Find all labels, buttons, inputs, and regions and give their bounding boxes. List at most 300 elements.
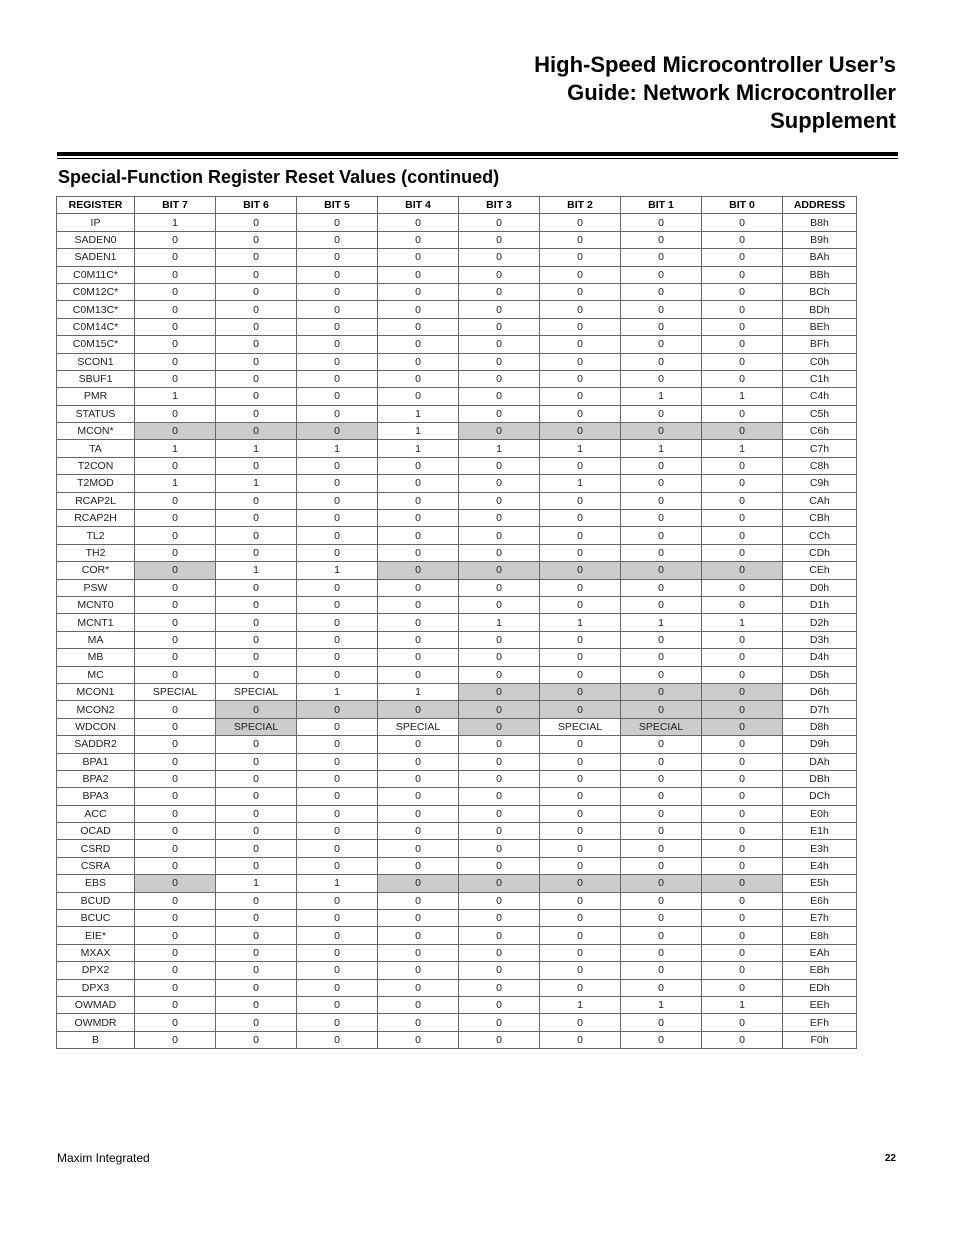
column-header-bit2: BIT 2 <box>540 197 621 214</box>
cell-bit2-value: 0 <box>540 666 621 683</box>
cell-bit7-value: 0 <box>135 910 216 927</box>
cell-address-value: BEh <box>783 318 857 335</box>
cell-bit1-value: 0 <box>621 249 702 266</box>
cell-bit7-value: SPECIAL <box>135 683 216 700</box>
cell-register-name: BPA2 <box>57 770 135 787</box>
cell-bit2-value: 0 <box>540 1014 621 1031</box>
cell-bit7-value: 0 <box>135 840 216 857</box>
cell-bit0-value: 0 <box>702 510 783 527</box>
cell-bit5-value: 0 <box>297 753 378 770</box>
table-row <box>57 318 857 335</box>
cell-bit0-value: 0 <box>702 579 783 596</box>
cell-bit0-value: 0 <box>702 736 783 753</box>
table-row <box>57 823 857 840</box>
cell-bit5-value: 0 <box>297 962 378 979</box>
table-row <box>57 1031 857 1048</box>
cell-bit2-value: 0 <box>540 753 621 770</box>
cell-bit2-value: 0 <box>540 962 621 979</box>
cell-register-name: C0M14C* <box>57 318 135 335</box>
document-title-line-1: High-Speed Microcontroller User’s <box>534 52 896 77</box>
cell-bit6-value: 1 <box>216 875 297 892</box>
table-row <box>57 788 857 805</box>
cell-register-name: PSW <box>57 579 135 596</box>
cell-bit4-value: 0 <box>378 805 459 822</box>
cell-bit5-value: 0 <box>297 927 378 944</box>
cell-bit7-value: 0 <box>135 301 216 318</box>
cell-address-value: EDh <box>783 979 857 996</box>
cell-bit2-value: 0 <box>540 457 621 474</box>
cell-bit2-value: 0 <box>540 405 621 422</box>
cell-bit2-value: 0 <box>540 231 621 248</box>
cell-register-name: IP <box>57 214 135 231</box>
cell-address-value: BFh <box>783 336 857 353</box>
cell-address-value: C8h <box>783 457 857 474</box>
cell-bit4-value: 0 <box>378 892 459 909</box>
cell-bit2-value: 0 <box>540 336 621 353</box>
cell-bit0-value: 0 <box>702 718 783 735</box>
cell-address-value: D1h <box>783 596 857 613</box>
cell-bit5-value: 0 <box>297 840 378 857</box>
cell-bit7-value: 0 <box>135 823 216 840</box>
cell-bit7-value: 0 <box>135 527 216 544</box>
cell-bit0-value: 0 <box>702 840 783 857</box>
column-header-bit5: BIT 5 <box>297 197 378 214</box>
cell-bit0-value: 0 <box>702 353 783 370</box>
cell-bit7-value: 0 <box>135 492 216 509</box>
cell-bit1-value: 0 <box>621 892 702 909</box>
cell-register-name: SADDR2 <box>57 736 135 753</box>
cell-bit7-value: 0 <box>135 266 216 283</box>
cell-register-name: OCAD <box>57 823 135 840</box>
cell-bit4-value: 0 <box>378 875 459 892</box>
cell-bit7-value: 0 <box>135 649 216 666</box>
cell-bit3-value: 0 <box>459 231 540 248</box>
cell-bit0-value: 0 <box>702 875 783 892</box>
cell-bit5-value: 0 <box>297 1031 378 1048</box>
cell-bit4-value: 0 <box>378 596 459 613</box>
cell-bit7-value: 0 <box>135 788 216 805</box>
cell-bit1-value: 0 <box>621 527 702 544</box>
cell-register-name: TH2 <box>57 544 135 561</box>
cell-register-name: OWMDR <box>57 1014 135 1031</box>
cell-bit6-value: 0 <box>216 457 297 474</box>
cell-bit5-value: 0 <box>297 823 378 840</box>
table-row <box>57 857 857 874</box>
cell-address-value: B9h <box>783 231 857 248</box>
cell-bit3-value: 0 <box>459 301 540 318</box>
cell-bit3-value: 0 <box>459 892 540 909</box>
cell-bit1-value: 0 <box>621 301 702 318</box>
cell-address-value: C1h <box>783 370 857 387</box>
cell-bit6-value: 0 <box>216 753 297 770</box>
table-row <box>57 753 857 770</box>
cell-bit4-value: 0 <box>378 614 459 631</box>
cell-bit7-value: 0 <box>135 718 216 735</box>
cell-bit4-value: 0 <box>378 840 459 857</box>
cell-bit7-value: 0 <box>135 875 216 892</box>
cell-bit1-value: 0 <box>621 770 702 787</box>
cell-bit3-value: 0 <box>459 718 540 735</box>
cell-bit2-value: 0 <box>540 910 621 927</box>
cell-address-value: C9h <box>783 475 857 492</box>
cell-bit0-value: 0 <box>702 336 783 353</box>
cell-bit6-value: 0 <box>216 823 297 840</box>
cell-bit3-value: 0 <box>459 527 540 544</box>
cell-bit4-value: 0 <box>378 579 459 596</box>
cell-bit5-value: 0 <box>297 944 378 961</box>
cell-bit6-value: 0 <box>216 927 297 944</box>
cell-bit5-value: 0 <box>297 614 378 631</box>
table-row <box>57 996 857 1013</box>
table-row <box>57 666 857 683</box>
cell-address-value: F0h <box>783 1031 857 1048</box>
cell-bit2-value: 0 <box>540 283 621 300</box>
cell-register-name: MCNT0 <box>57 596 135 613</box>
cell-bit0-value: 0 <box>702 1031 783 1048</box>
cell-bit0-value: 0 <box>702 266 783 283</box>
cell-bit1-value: 0 <box>621 649 702 666</box>
cell-register-name: T2MOD <box>57 475 135 492</box>
document-title-line-3: Supplement <box>770 108 896 133</box>
cell-bit2-value: 0 <box>540 492 621 509</box>
cell-bit3-value: 0 <box>459 649 540 666</box>
cell-address-value: C0h <box>783 353 857 370</box>
table-row <box>57 579 857 596</box>
cell-bit5-value: 0 <box>297 423 378 440</box>
cell-bit1-value: 0 <box>621 701 702 718</box>
cell-bit4-value: 0 <box>378 353 459 370</box>
cell-bit1-value: 0 <box>621 283 702 300</box>
cell-bit5-value: 0 <box>297 805 378 822</box>
table-row <box>57 840 857 857</box>
cell-bit3-value: 0 <box>459 423 540 440</box>
cell-bit1-value: 0 <box>621 475 702 492</box>
cell-bit3-value: 0 <box>459 475 540 492</box>
cell-bit7-value: 0 <box>135 944 216 961</box>
cell-bit6-value: 0 <box>216 944 297 961</box>
table-row <box>57 231 857 248</box>
cell-bit0-value: 0 <box>702 857 783 874</box>
cell-bit6-value: 0 <box>216 805 297 822</box>
cell-bit0-value: 1 <box>702 440 783 457</box>
table-row <box>57 249 857 266</box>
cell-bit3-value: 0 <box>459 353 540 370</box>
cell-bit4-value: 0 <box>378 562 459 579</box>
cell-bit0-value: 0 <box>702 527 783 544</box>
cell-bit3-value: 0 <box>459 753 540 770</box>
cell-bit1-value: 0 <box>621 266 702 283</box>
cell-bit3-value: 0 <box>459 388 540 405</box>
cell-bit7-value: 0 <box>135 249 216 266</box>
column-header-register: REGISTER <box>57 197 135 214</box>
cell-address-value: BBh <box>783 266 857 283</box>
cell-bit2-value: 0 <box>540 423 621 440</box>
cell-bit4-value: 0 <box>378 388 459 405</box>
table-row <box>57 405 857 422</box>
cell-bit2-value: 0 <box>540 527 621 544</box>
cell-bit2-value: 0 <box>540 944 621 961</box>
cell-bit4-value: 0 <box>378 283 459 300</box>
cell-bit0-value: 0 <box>702 892 783 909</box>
table-row <box>57 283 857 300</box>
cell-bit3-value: 0 <box>459 336 540 353</box>
cell-bit5-value: 0 <box>297 527 378 544</box>
cell-bit0-value: 0 <box>702 405 783 422</box>
cell-address-value: CCh <box>783 527 857 544</box>
cell-bit1-value: 0 <box>621 736 702 753</box>
cell-bit6-value: 0 <box>216 336 297 353</box>
cell-bit5-value: 0 <box>297 457 378 474</box>
cell-bit2-value: 0 <box>540 683 621 700</box>
cell-bit3-value: 0 <box>459 457 540 474</box>
cell-bit6-value: 0 <box>216 910 297 927</box>
cell-address-value: BCh <box>783 283 857 300</box>
table-row <box>57 649 857 666</box>
cell-bit5-value: 0 <box>297 492 378 509</box>
cell-bit3-value: 0 <box>459 840 540 857</box>
cell-bit2-value: 1 <box>540 996 621 1013</box>
cell-register-name: MXAX <box>57 944 135 961</box>
cell-bit1-value: SPECIAL <box>621 718 702 735</box>
cell-bit2-value: 0 <box>540 510 621 527</box>
cell-bit0-value: 0 <box>702 823 783 840</box>
cell-bit4-value: 0 <box>378 492 459 509</box>
cell-bit2-value: 0 <box>540 892 621 909</box>
cell-address-value: E1h <box>783 823 857 840</box>
cell-bit2-value: 0 <box>540 927 621 944</box>
cell-bit4-value: 0 <box>378 701 459 718</box>
cell-bit5-value: 0 <box>297 1014 378 1031</box>
table-row <box>57 423 857 440</box>
cell-bit0-value: 1 <box>702 388 783 405</box>
cell-register-name: DPX2 <box>57 962 135 979</box>
cell-address-value: DBh <box>783 770 857 787</box>
cell-bit3-value: 0 <box>459 1031 540 1048</box>
cell-bit1-value: 0 <box>621 910 702 927</box>
cell-bit4-value: 0 <box>378 996 459 1013</box>
table-row <box>57 718 857 735</box>
cell-bit0-value: 0 <box>702 788 783 805</box>
cell-bit1-value: 0 <box>621 492 702 509</box>
cell-bit6-value: 0 <box>216 301 297 318</box>
cell-bit7-value: 1 <box>135 440 216 457</box>
table-row <box>57 944 857 961</box>
table-row <box>57 301 857 318</box>
cell-register-name: DPX3 <box>57 979 135 996</box>
cell-bit7-value: 0 <box>135 892 216 909</box>
cell-bit3-value: 0 <box>459 701 540 718</box>
cell-bit3-value: 0 <box>459 823 540 840</box>
cell-bit3-value: 0 <box>459 631 540 648</box>
cell-bit3-value: 0 <box>459 666 540 683</box>
section-title: Special-Function Register Reset Values (continued) <box>58 167 500 187</box>
table-row <box>57 683 857 700</box>
cell-register-name: C0M15C* <box>57 336 135 353</box>
column-header-bit1: BIT 1 <box>621 197 702 214</box>
cell-bit4-value: 0 <box>378 788 459 805</box>
cell-bit2-value: 0 <box>540 318 621 335</box>
cell-bit1-value: 0 <box>621 683 702 700</box>
cell-bit7-value: 0 <box>135 457 216 474</box>
table-row <box>57 336 857 353</box>
table-row <box>57 770 857 787</box>
cell-bit6-value: 0 <box>216 962 297 979</box>
cell-address-value: BDh <box>783 301 857 318</box>
cell-register-name: SADEN1 <box>57 249 135 266</box>
cell-register-name: TL2 <box>57 527 135 544</box>
cell-bit2-value: 0 <box>540 301 621 318</box>
cell-address-value: CEh <box>783 562 857 579</box>
cell-bit5-value: 0 <box>297 649 378 666</box>
cell-bit3-value: 0 <box>459 492 540 509</box>
cell-bit5-value: 0 <box>297 979 378 996</box>
cell-bit0-value: 0 <box>702 649 783 666</box>
cell-bit6-value: 0 <box>216 370 297 387</box>
cell-bit1-value: 0 <box>621 979 702 996</box>
cell-bit0-value: 0 <box>702 492 783 509</box>
cell-address-value: D9h <box>783 736 857 753</box>
cell-bit0-value: 0 <box>702 301 783 318</box>
cell-bit1-value: 0 <box>621 962 702 979</box>
cell-bit0-value: 1 <box>702 614 783 631</box>
cell-bit7-value: 0 <box>135 753 216 770</box>
cell-bit4-value: 0 <box>378 266 459 283</box>
cell-bit5-value: 0 <box>297 996 378 1013</box>
cell-bit6-value: 0 <box>216 840 297 857</box>
column-header-bit7: BIT 7 <box>135 197 216 214</box>
cell-bit7-value: 0 <box>135 927 216 944</box>
cell-register-name: MCON1 <box>57 683 135 700</box>
cell-bit2-value: 0 <box>540 875 621 892</box>
cell-bit5-value: 0 <box>297 353 378 370</box>
cell-bit2-value: 0 <box>540 1031 621 1048</box>
column-header-bit6: BIT 6 <box>216 197 297 214</box>
cell-bit3-value: 0 <box>459 1014 540 1031</box>
cell-address-value: E0h <box>783 805 857 822</box>
cell-bit3-value: 0 <box>459 544 540 561</box>
cell-bit3-value: 0 <box>459 249 540 266</box>
cell-bit3-value: 0 <box>459 788 540 805</box>
cell-bit7-value: 0 <box>135 579 216 596</box>
cell-bit6-value: 0 <box>216 701 297 718</box>
cell-bit7-value: 1 <box>135 475 216 492</box>
cell-bit4-value: 0 <box>378 527 459 544</box>
cell-bit6-value: 0 <box>216 892 297 909</box>
cell-bit7-value: 0 <box>135 370 216 387</box>
table-row <box>57 1014 857 1031</box>
cell-bit4-value: 0 <box>378 336 459 353</box>
cell-bit6-value: 0 <box>216 1031 297 1048</box>
cell-bit0-value: 0 <box>702 910 783 927</box>
table-row <box>57 544 857 561</box>
cell-register-name: C0M13C* <box>57 301 135 318</box>
cell-bit4-value: 0 <box>378 301 459 318</box>
cell-bit7-value: 0 <box>135 283 216 300</box>
cell-bit3-value: 0 <box>459 770 540 787</box>
table-row <box>57 457 857 474</box>
cell-bit0-value: 0 <box>702 283 783 300</box>
cell-bit0-value: 0 <box>702 701 783 718</box>
cell-bit4-value: 0 <box>378 770 459 787</box>
cell-bit2-value: 0 <box>540 736 621 753</box>
cell-register-name: BPA1 <box>57 753 135 770</box>
table-row <box>57 875 857 892</box>
cell-bit2-value: 0 <box>540 788 621 805</box>
cell-bit4-value: 0 <box>378 249 459 266</box>
cell-bit4-value: 0 <box>378 649 459 666</box>
cell-bit4-value: 0 <box>378 927 459 944</box>
cell-bit3-value: 0 <box>459 562 540 579</box>
table-row <box>57 492 857 509</box>
cell-bit5-value: 0 <box>297 301 378 318</box>
cell-bit3-value: 0 <box>459 214 540 231</box>
cell-bit6-value: 0 <box>216 214 297 231</box>
cell-bit6-value: 1 <box>216 562 297 579</box>
cell-bit0-value: 0 <box>702 927 783 944</box>
cell-address-value: BAh <box>783 249 857 266</box>
cell-bit7-value: 0 <box>135 805 216 822</box>
cell-bit0-value: 0 <box>702 979 783 996</box>
cell-register-name: CSRD <box>57 840 135 857</box>
cell-address-value: CDh <box>783 544 857 561</box>
cell-bit0-value: 0 <box>702 318 783 335</box>
table-row <box>57 266 857 283</box>
cell-bit0-value: 0 <box>702 423 783 440</box>
cell-address-value: D2h <box>783 614 857 631</box>
cell-bit7-value: 0 <box>135 353 216 370</box>
cell-address-value: D4h <box>783 649 857 666</box>
cell-bit6-value: 1 <box>216 475 297 492</box>
cell-bit3-value: 0 <box>459 596 540 613</box>
cell-address-value: E6h <box>783 892 857 909</box>
cell-bit5-value: 0 <box>297 666 378 683</box>
cell-register-name: WDCON <box>57 718 135 735</box>
table-row <box>57 353 857 370</box>
cell-address-value: D8h <box>783 718 857 735</box>
column-header-address: ADDRESS <box>783 197 857 214</box>
cell-bit4-value: 0 <box>378 823 459 840</box>
cell-bit1-value: 0 <box>621 753 702 770</box>
cell-bit1-value: 0 <box>621 1014 702 1031</box>
cell-bit0-value: 0 <box>702 1014 783 1031</box>
cell-bit6-value: 0 <box>216 736 297 753</box>
table-row <box>57 962 857 979</box>
cell-register-name: SADEN0 <box>57 231 135 248</box>
cell-register-name: TA <box>57 440 135 457</box>
cell-register-name: BCUC <box>57 910 135 927</box>
cell-bit2-value: SPECIAL <box>540 718 621 735</box>
cell-bit7-value: 0 <box>135 962 216 979</box>
cell-bit1-value: 0 <box>621 457 702 474</box>
cell-bit5-value: 0 <box>297 318 378 335</box>
cell-bit6-value: 1 <box>216 440 297 457</box>
cell-bit1-value: 0 <box>621 510 702 527</box>
cell-bit4-value: 0 <box>378 231 459 248</box>
cell-bit6-value: 0 <box>216 527 297 544</box>
cell-bit4-value: SPECIAL <box>378 718 459 735</box>
cell-bit6-value: 0 <box>216 596 297 613</box>
cell-register-name: SBUF1 <box>57 370 135 387</box>
cell-bit4-value: 0 <box>378 475 459 492</box>
cell-register-name: MCON* <box>57 423 135 440</box>
cell-bit1-value: 0 <box>621 562 702 579</box>
cell-bit2-value: 0 <box>540 701 621 718</box>
cell-register-name: ACC <box>57 805 135 822</box>
cell-register-name: BCUD <box>57 892 135 909</box>
cell-register-name: RCAP2L <box>57 492 135 509</box>
cell-register-name: STATUS <box>57 405 135 422</box>
cell-bit1-value: 0 <box>621 927 702 944</box>
